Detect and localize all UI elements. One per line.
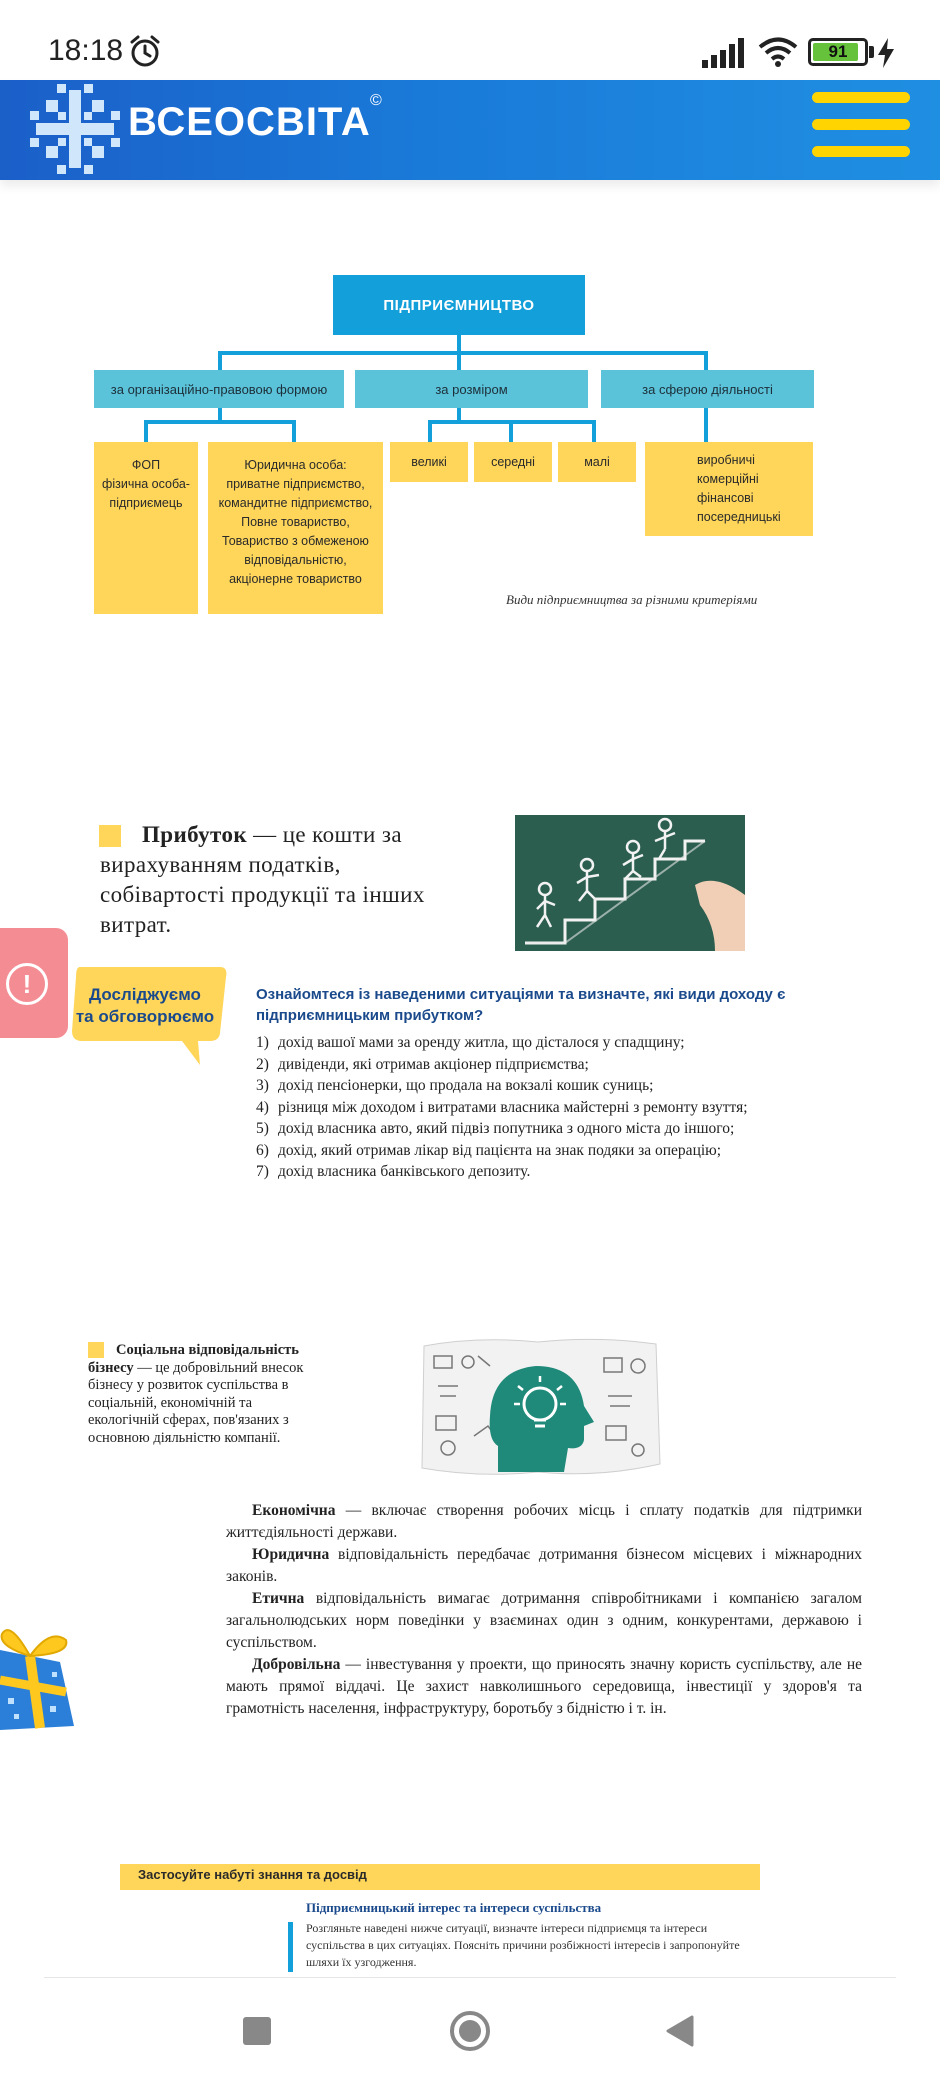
discuss-question: Ознайомтеся із наведеними ситуаціями та визначте, які види доходу є підприємницьким прибутком?	[256, 986, 786, 1024]
diagram-caption: Види підприємництва за різними критеріями	[506, 592, 758, 607]
diagram-box-fop: ФОП фізична особа- підприємець	[94, 442, 198, 614]
diagram-box-small: малі	[558, 442, 636, 482]
battery-icon	[808, 38, 868, 66]
exclamation-icon: !	[6, 963, 48, 1005]
report-tab[interactable]	[0, 928, 68, 1038]
diagram-category-legal-form: за організаційно-правовою формою	[94, 370, 344, 408]
list-item: 5) дохід власника авто, який підвіз попутника з одного міста до іншого;	[256, 1120, 735, 1137]
hamburger-icon[interactable]	[812, 92, 910, 162]
profit-definition: Прибуток — це кошти за вирахуванням податків, собівартості продукції та інших витрат.	[100, 822, 425, 937]
diagram-box-legal-entity: Юридична особа: приватне підприємство, командитне підприємство, Повне товариство, Товариство з обмеженою відповідальністю, акціонерне товариство	[208, 442, 383, 614]
diagram-category-size: за розміром	[355, 370, 588, 408]
apply-knowledge-label: Застосуйте набуті знання та досвід	[138, 1867, 367, 1882]
diagram-box-medium: середні	[474, 442, 552, 482]
list-item: 7) дохід власника банківського депозиту.	[256, 1163, 531, 1180]
signal-icon	[702, 38, 746, 68]
discuss-list	[256, 1032, 906, 1183]
home-button[interactable]	[450, 2011, 490, 2051]
head-lightbulb-image	[418, 1336, 662, 1478]
list-item: 3) дохід пенсіонерки, що продала на вокзалі кошик суниць;	[256, 1077, 654, 1094]
status-bar	[0, 0, 940, 80]
diagram-category-sphere: за сферою діяльності	[601, 370, 814, 408]
list-item: 4) різниця між доходом і витратами власника майстерні з ремонту взуття;	[256, 1098, 748, 1116]
discuss-label: Досліджуємо та обговорюємо	[75, 985, 215, 1026]
diagram-box-large: великі	[390, 442, 468, 482]
list-item: 6) дохід, який отримав лікар від пацієнта на знак подяки за операцію;	[256, 1141, 722, 1159]
responsibility-legal: Юридична відповідальність передбачає дотримання бізнесом місцевих і міжнародних законів.	[226, 1546, 862, 1585]
battery-level: 91	[828, 42, 848, 61]
responsibility-voluntary: Добровільна — інвестування у проекти, що приносять значну користь суспільству, але не мають прямої віддачі. Це захист навколишнього середовища, інвестиції у здоров'я та грамотність населення, інфраструктуру, боротьбу з бідністю і т. ін.	[226, 1656, 862, 1717]
chalkboard-stairs-image	[515, 815, 745, 951]
site-logo-text[interactable]: ВСЕОСВІТА	[128, 100, 371, 144]
recent-apps-button[interactable]	[243, 2017, 271, 2045]
gift-icon[interactable]	[0, 1610, 80, 1730]
alarm-icon	[128, 34, 162, 68]
list-item: 1) дохід вашої мами за оренду житла, що дісталося у спадщину;	[256, 1034, 685, 1051]
charging-icon	[876, 38, 896, 68]
copyright-mark: ©	[370, 92, 382, 109]
apply-task-text: Розгляньте наведені нижче ситуації, визначте інтереси підприємця та інтереси суспільства в цих ситуаціях. Поясніть причини розбіжності інтересів і запропонуйте шляхи їх узгодження.	[306, 1921, 740, 1969]
responsibility-types	[226, 1500, 862, 1720]
responsibility-ethical: Етична відповідальність вимагає дотримання співробітниками і компанією загалом загальнолюдських норм поведінки у взаєминах один з одним, конкурентами, державою і суспільством.	[226, 1590, 862, 1651]
snowflake-logo-icon[interactable]	[28, 82, 122, 176]
site-header	[0, 80, 940, 180]
status-time: 18:18	[48, 34, 124, 67]
list-item: 2) дивіденди, які отримав акціонер підприємства;	[256, 1055, 589, 1073]
apply-subtitle: Підприємницький інтерес та інтереси суспільства	[306, 1900, 602, 1915]
diagram-root: ПІДПРИЄМНИЦТВО	[333, 275, 585, 335]
wifi-icon	[758, 36, 798, 68]
social-responsibility-definition: Соціальна відповідальність бізнесу — це добровільний внесок бізнесу у розвиток суспільства в соціальній, економічній та екологічній сферах, пов'язаних з основною діяльністю компанії.	[88, 1342, 304, 1446]
diagram-box-sphere: виробничі комерційні фінансові посередницькі	[645, 442, 813, 536]
back-button[interactable]	[664, 2015, 694, 2047]
responsibility-economic: Економічна — включає створення робочих місць і сплату податків для підтримки життєдіяльності держави.	[226, 1502, 862, 1541]
